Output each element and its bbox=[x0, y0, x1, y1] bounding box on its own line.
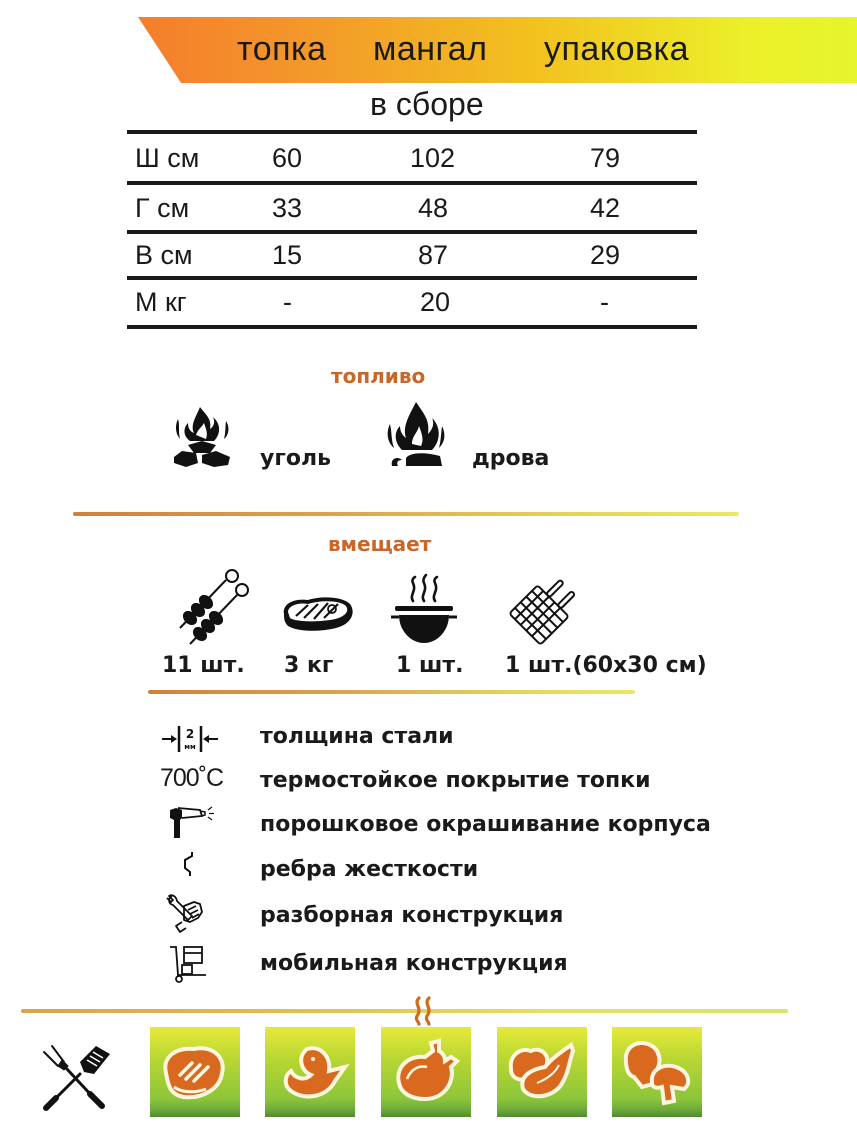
section-divider bbox=[73, 512, 739, 516]
capacity-grate-label: 1 шт.(60х30 см) bbox=[505, 653, 707, 678]
footer-divider bbox=[21, 1009, 788, 1013]
table-divider bbox=[127, 325, 697, 329]
table-divider bbox=[127, 181, 697, 185]
row-label: Ш см bbox=[135, 143, 200, 173]
chicken-icon bbox=[381, 1027, 471, 1117]
feature-label-coating: термостойкое покрытие топки bbox=[260, 768, 651, 793]
fork-spatula-icon bbox=[40, 1042, 112, 1112]
fuel-title: топливо bbox=[331, 364, 426, 388]
cell-firebox: - bbox=[283, 287, 292, 317]
feature-label-powder: порошковое окрашивание корпуса bbox=[260, 812, 711, 837]
column-header-package: упаковка bbox=[544, 30, 690, 68]
table-divider bbox=[127, 230, 697, 234]
thickness-unit: мм bbox=[184, 743, 196, 751]
row-label: В см bbox=[135, 240, 193, 270]
firewood-fire-icon bbox=[386, 400, 446, 472]
assembled-subtitle: в сборе bbox=[370, 86, 484, 122]
capacity-skewers-label: 11 шт. bbox=[162, 653, 245, 678]
food-tile-chicken bbox=[381, 1027, 471, 1117]
food-tile-vegetables bbox=[497, 1027, 587, 1117]
feature-label-steel: толщина стали bbox=[260, 724, 454, 749]
cell-grill: 102 bbox=[410, 143, 456, 173]
capacity-title: вмещает bbox=[328, 532, 432, 556]
temperature-icon: 700˚C bbox=[160, 764, 224, 792]
coal-fire-icon bbox=[172, 405, 232, 470]
table-divider bbox=[127, 130, 697, 134]
cell-grill: 87 bbox=[418, 240, 449, 270]
cell-package: 42 bbox=[590, 193, 621, 223]
hand-truck-icon bbox=[168, 943, 210, 983]
fish-icon bbox=[265, 1027, 355, 1117]
vegetables-icon bbox=[497, 1027, 587, 1117]
cauldron-icon bbox=[389, 573, 459, 645]
grill-grate-icon bbox=[503, 573, 579, 649]
spray-gun-icon bbox=[168, 806, 220, 840]
fuel-label-coal: уголь bbox=[260, 446, 331, 471]
capacity-cauldron-label: 1 шт. bbox=[396, 653, 464, 678]
column-header-firebox: топка bbox=[237, 30, 327, 68]
mushrooms-icon bbox=[612, 1027, 702, 1117]
feature-label-ribs: ребра жесткости bbox=[260, 857, 479, 882]
steam-icon bbox=[409, 996, 437, 1026]
feature-label-mobile: мобильная конструкция bbox=[260, 951, 568, 976]
steel-thickness-icon bbox=[160, 724, 220, 754]
wrench-hand-icon bbox=[166, 892, 208, 934]
food-tile-mushrooms bbox=[612, 1027, 702, 1117]
row-label: М кг bbox=[135, 287, 187, 317]
feature-label-collapsible: разборная конструкция bbox=[260, 903, 564, 928]
steak-icon bbox=[280, 594, 356, 634]
skewers-icon bbox=[176, 566, 250, 646]
row-label: Г см bbox=[135, 193, 190, 223]
cell-package: 29 bbox=[590, 240, 621, 270]
cell-firebox: 33 bbox=[272, 193, 303, 223]
thickness-value: 2 bbox=[185, 727, 195, 741]
stiffening-rib-icon bbox=[180, 850, 196, 878]
food-tile-fish bbox=[265, 1027, 355, 1117]
fuel-label-firewood: дрова bbox=[472, 446, 550, 471]
column-header-grill: мангал bbox=[373, 30, 488, 68]
food-tile-meat bbox=[150, 1027, 240, 1117]
cell-firebox: 60 bbox=[272, 143, 303, 173]
table-divider bbox=[127, 276, 697, 280]
cell-grill: 48 bbox=[418, 193, 449, 223]
cell-firebox: 15 bbox=[272, 240, 303, 270]
cell-package: 79 bbox=[590, 143, 621, 173]
capacity-meat-label: 3 кг bbox=[284, 653, 334, 678]
meat-icon bbox=[150, 1027, 240, 1117]
cell-grill: 20 bbox=[420, 287, 451, 317]
section-divider bbox=[148, 690, 635, 694]
cell-package: - bbox=[600, 287, 609, 317]
